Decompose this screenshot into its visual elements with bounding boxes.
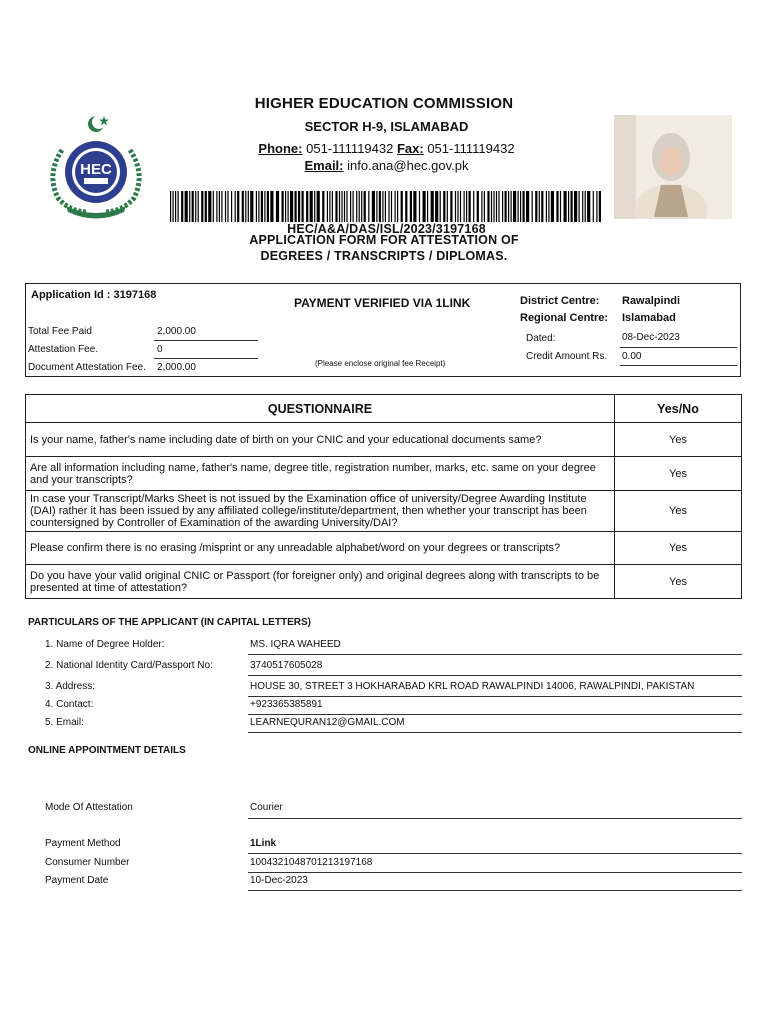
particular-value: MS. IQRA WAHEED [250, 639, 341, 650]
dated-label: Dated: [526, 333, 556, 344]
yes-no-header: Yes/No [615, 395, 742, 423]
mode-value: Courier [250, 802, 283, 813]
question-text: Do you have your valid original CNIC or Passport (for foreigner only) and original degrees along with transcripts to be presented at time of attestation? [26, 565, 615, 599]
district-centre-label: District Centre: [520, 295, 600, 307]
org-address: SECTOR H-9, ISLAMABAD [304, 119, 469, 134]
value-underline [248, 654, 742, 655]
questionnaire-table [25, 394, 742, 599]
answer-text: Yes [615, 565, 742, 599]
consumer-number-label: Consumer Number [45, 857, 130, 868]
payment-box [25, 283, 741, 377]
particulars-title: PARTICULARS OF THE APPLICANT (IN CAPITAL LETTERS) [28, 617, 311, 628]
payment-date-value: 10-Dec-2023 [250, 875, 308, 886]
fee-underline [154, 358, 258, 359]
email-value[interactable]: info.ana@hec.gov.pk [347, 158, 469, 173]
answer-text: Yes [615, 457, 742, 491]
mode-label: Mode Of Attestation [45, 802, 133, 813]
district-centre-value: Rawalpindi [622, 295, 681, 307]
fax-value: 051-111119432 [427, 141, 515, 156]
value-underline [248, 872, 742, 873]
answer-text: Yes [615, 423, 742, 457]
logo-text: HEC [80, 161, 112, 178]
payment-method-label: Payment Method [45, 838, 121, 849]
appointment-title: ONLINE APPOINTMENT DETAILS [28, 745, 186, 756]
phone-value: 051-111119432 [306, 141, 394, 156]
particular-value: HOUSE 30, STREET 3 HOKHARABAD KRL ROAD RAWALPINDI 14006, RAWALPINDI, PAKISTAN [250, 681, 695, 692]
barcode-number: HEC/A&A/DAS/ISL/2023/3197168 [287, 222, 486, 236]
question-text: Is your name, father's name including date of birth on your CNIC and your educational documents same? [26, 423, 615, 457]
table-row [26, 423, 742, 457]
fax-label: Fax: [396, 141, 424, 156]
particular-value: +923365385891 [250, 699, 323, 710]
dated-underline [620, 347, 737, 348]
payment-verified: PAYMENT VERIFIED VIA 1LINK [294, 296, 471, 310]
fee-label: Attestation Fee. [28, 344, 99, 355]
credit-underline [620, 365, 737, 366]
value-underline [248, 696, 742, 697]
value-underline [248, 675, 742, 676]
application-id: Application Id : 3197168 [31, 289, 157, 301]
question-text: Are all information including name, father's name, degree title, registration number, marks, etc. same on your degree and your transcripts? [26, 457, 615, 491]
particular-label: 4. Contact: [45, 699, 94, 710]
org-title: HIGHER EDUCATION COMMISSION [254, 95, 514, 112]
fee-label: Document Attestation Fee. [28, 362, 146, 373]
table-row [26, 565, 742, 599]
value-underline [248, 853, 742, 854]
particular-label: 5. Email: [45, 717, 84, 728]
credit-amount-label: Credit Amount Rs. [526, 351, 608, 362]
form-title-line-2: DEGREES / TRANSCRIPTS / DIPLOMAS. [260, 249, 508, 263]
particular-value: 3740517605028 [250, 660, 323, 671]
dated-value: 08-Dec-2023 [622, 332, 680, 343]
particular-label: 1. Name of Degree Holder: [45, 639, 165, 650]
regional-centre-value: Islamabad [622, 312, 676, 324]
value-underline [248, 818, 742, 819]
table-row [26, 491, 742, 532]
payment-date-label: Payment Date [45, 875, 109, 886]
value-underline [248, 732, 742, 733]
value-underline [248, 890, 742, 891]
fee-value: 2,000.00 [157, 326, 196, 337]
form-title-line-1: APPLICATION FORM FOR ATTESTATION OF [249, 233, 519, 247]
email-label: Email: [304, 158, 344, 173]
particular-label: 2. National Identity Card/Passport No: [45, 660, 213, 671]
barcode [170, 191, 602, 222]
questionnaire-header: QUESTIONNAIRE [26, 395, 615, 423]
table-row [26, 457, 742, 491]
question-text: Please confirm there is no erasing /misprint or any unreadable alphabet/word on your degrees or transcripts? [26, 532, 615, 565]
consumer-number-value: 1004321048701213197168 [250, 857, 373, 868]
particular-value: LEARNEQURAN12@GMAIL.COM [250, 717, 405, 728]
fee-underline [154, 340, 258, 341]
answer-text: Yes [615, 491, 742, 532]
credit-amount-value: 0.00 [622, 351, 642, 362]
fee-value: 2,000.00 [157, 362, 196, 373]
particular-label: 3. Address: [45, 681, 96, 692]
value-underline [248, 714, 742, 715]
question-text: In case your Transcript/Marks Sheet is not issued by the Examination office of university/Degree Awarding Institute (DAI) rather it has been issued by any affiliated college/institute/department, then whether your transcript has been countersigned by Controller of Examination of the awarding University/DAI? [26, 491, 615, 532]
fee-label: Total Fee Paid [28, 326, 92, 337]
answer-text: Yes [615, 532, 742, 565]
applicant-photo [614, 115, 732, 219]
questionnaire-header-row [26, 395, 742, 423]
regional-centre-label: Regional Centre: [520, 312, 609, 324]
person-photo-icon [614, 115, 732, 219]
payment-method-value: 1Link [250, 838, 277, 849]
phone-label: Phone: [258, 141, 303, 156]
table-row [26, 532, 742, 565]
fee-value: 0 [157, 344, 163, 355]
enclose-note: (Please enclose original fee Receipt) [315, 359, 446, 368]
